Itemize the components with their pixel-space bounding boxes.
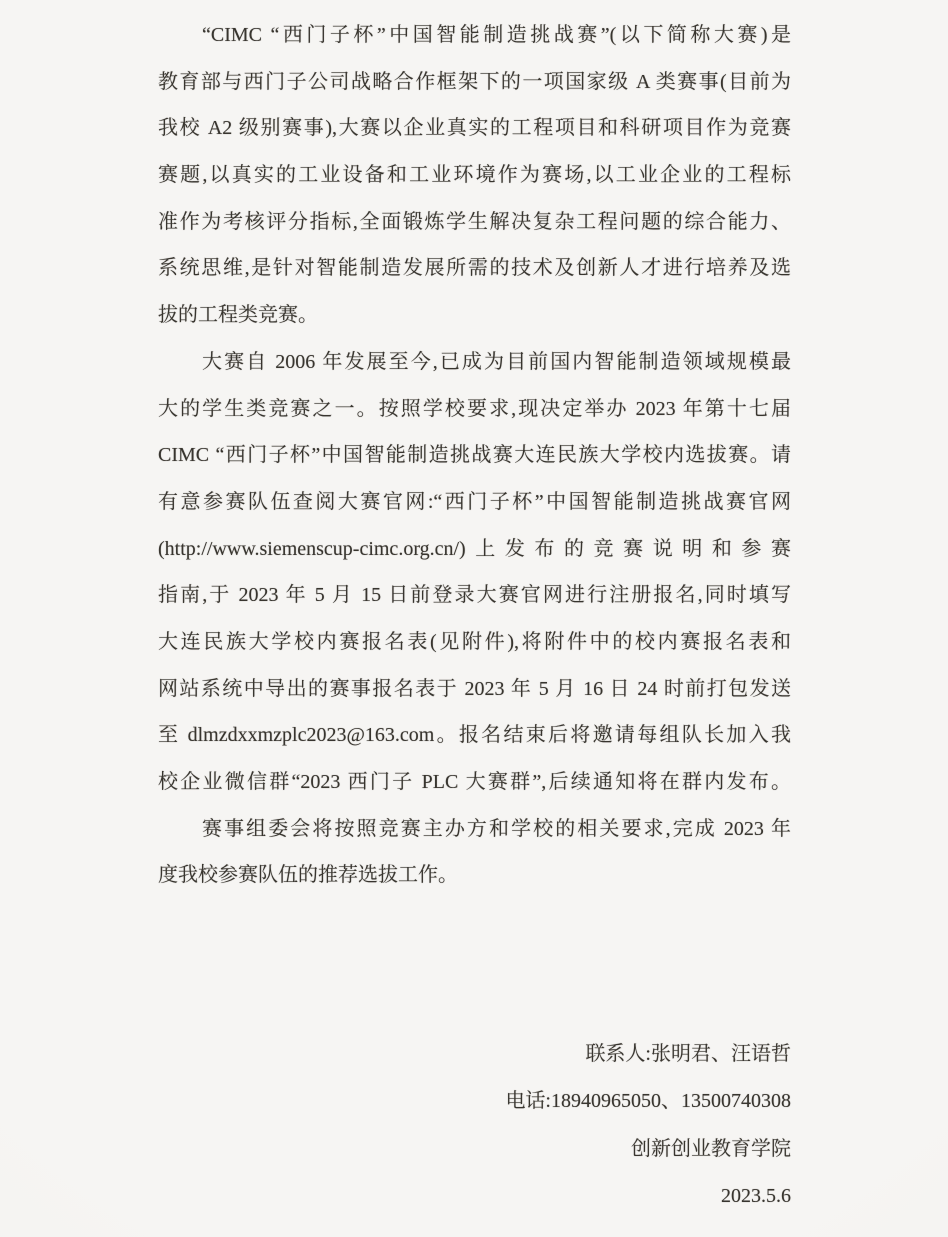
text-line: 赛题,以真实的工业设备和工业环境作为赛场,以工业企业的工程标	[158, 164, 791, 187]
text-line: 准作为考核评分指标,全面锻炼学生解决复杂工程问题的综合能力、	[158, 210, 791, 233]
text-line: 有意参赛队伍查阅大赛官网:“西门子杯”中国智能制造挑战赛官网	[158, 490, 791, 513]
text-line: 大赛自 2006 年发展至今,已成为目前国内智能制造领域规模最	[202, 350, 791, 373]
text-line: 我校 A2 级别赛事),大赛以企业真实的工程项目和科研项目作为竞赛	[158, 117, 791, 140]
paragraph-intro	[158, 12, 791, 339]
text-line: CIMC “西门子杯”中国智能制造挑战赛大连民族大学校内选拔赛。请	[158, 444, 791, 467]
text-line: 大的学生类竞赛之一。按照学校要求,现决定举办 2023 年第十七届	[158, 397, 791, 420]
text-line: 校企业微信群“2023 西门子 PLC 大赛群”,后续通知将在群内发布。	[158, 771, 791, 793]
document-body	[158, 12, 791, 899]
text-line: “CIMC “西门子杯”中国智能制造挑战赛”(以下简称大赛)是	[202, 24, 791, 46]
text-line: 大连民族大学校内赛报名表(见附件),将附件中的校内赛报名表和	[158, 630, 791, 653]
contact-line: 联系人:张明君、汪语哲	[585, 1043, 791, 1065]
date-line: 2023.5.6	[721, 1185, 791, 1208]
text-line: 拔的工程类竞赛。	[158, 304, 318, 327]
text-line: 度我校参赛队伍的推荐选拔工作。	[158, 864, 458, 887]
department-line: 创新创业教育学院	[631, 1137, 791, 1160]
text-line: (http://www.siemenscup-cimc.org.cn/)上发布的竞赛说明和参赛	[158, 537, 791, 560]
text-line: 系统思维,是针对智能制造发展所需的技术及创新人才进行培养及选	[158, 257, 791, 280]
paragraph-registration	[158, 339, 791, 806]
text-line: 指南,于 2023 年 5 月 15 日前登录大赛官网进行注册报名,同时填写	[158, 584, 791, 607]
paragraph-closing	[158, 806, 791, 899]
phone-line: 电话:18940965050、13500740308	[505, 1090, 791, 1113]
signature-block	[505, 1031, 791, 1221]
text-line: 网站系统中导出的赛事报名表于 2023 年 5 月 16 日 24 时前打包发送	[158, 677, 791, 700]
text-line: 教育部与西门子公司战略合作框架下的一项国家级 A 类赛事(目前为	[158, 70, 791, 93]
text-line: 至 dlmzdxxmzplc2023@163.com。报名结束后将邀请每组队长加入我	[158, 724, 791, 747]
text-line: 赛事组委会将按照竞赛主办方和学校的相关要求,完成 2023 年	[202, 817, 791, 840]
